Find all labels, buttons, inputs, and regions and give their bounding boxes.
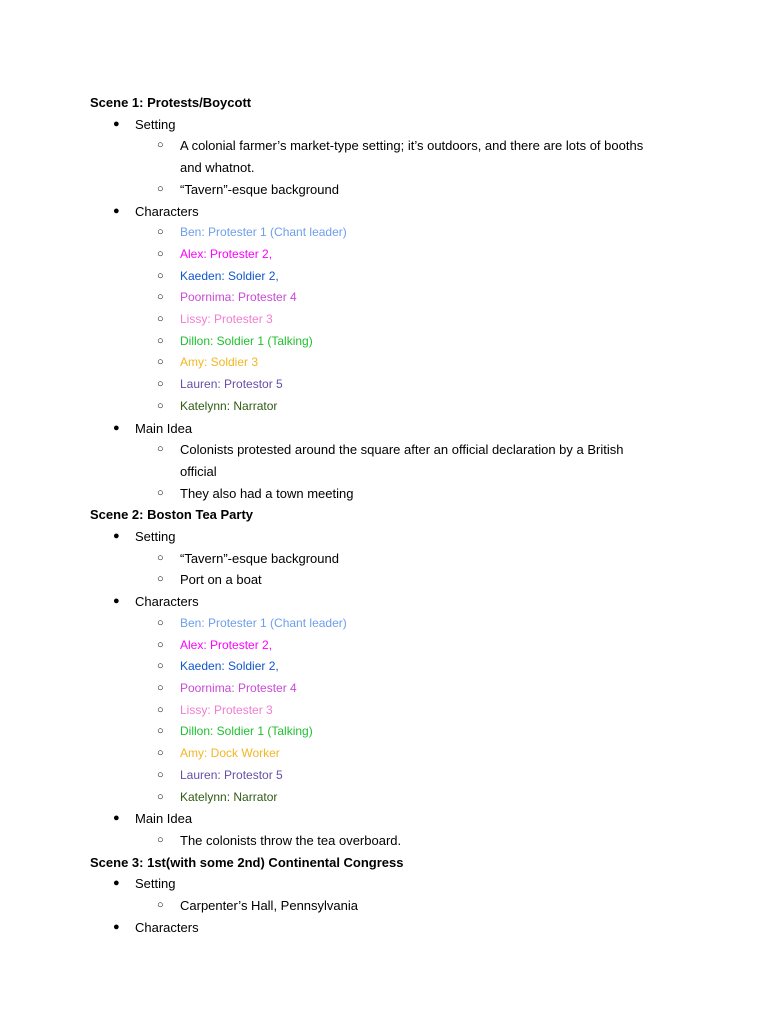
- hollow-bullet-icon: ○: [157, 443, 164, 456]
- setting-item: [90, 548, 690, 570]
- sub-item-text: Poornima: Protester 4: [180, 290, 297, 305]
- character-item: [90, 331, 690, 353]
- sub-item-text: Dillon: Soldier 1 (Talking): [180, 333, 313, 348]
- sub-item-text: Port on a boat: [180, 572, 262, 588]
- hollow-bullet-icon: ○: [157, 703, 164, 716]
- section-item: [90, 917, 690, 939]
- hollow-bullet-icon: ○: [157, 638, 164, 651]
- hollow-bullet-icon: ○: [157, 616, 164, 629]
- sub-item-text: Poornima: Protester 4: [180, 680, 297, 695]
- hollow-bullet-icon: ○: [157, 899, 164, 912]
- sub-item-text: Ben: Protester 1 (Chant leader): [180, 225, 347, 240]
- character-item: [90, 765, 690, 787]
- sub-item-text: Katelynn: Narrator: [180, 398, 278, 413]
- scene-heading: Scene 1: Protests/Boycott: [90, 95, 252, 110]
- hollow-bullet-icon: ○: [157, 226, 164, 239]
- sub-item-text: Lauren: Protestor 5: [180, 377, 283, 392]
- section-label: Main Idea: [135, 420, 193, 436]
- hollow-bullet-icon: ○: [157, 269, 164, 282]
- setting-item: [90, 179, 690, 201]
- hollow-bullet-icon: ○: [157, 768, 164, 781]
- section-label: Setting: [135, 116, 176, 132]
- character-item: [90, 266, 690, 288]
- section-item: [90, 418, 690, 440]
- setting-item: [90, 135, 690, 178]
- hollow-bullet-icon: ○: [157, 486, 164, 499]
- sub-item-text: They also had a town meeting: [180, 485, 354, 501]
- section-item: [90, 201, 690, 223]
- sub-item-text: Kaeden: Soldier 2,: [180, 268, 279, 283]
- character-item: [90, 613, 690, 635]
- hollow-bullet-icon: ○: [157, 378, 164, 391]
- section-label: Main Idea: [135, 811, 193, 827]
- setting-item: [90, 569, 690, 591]
- character-item: [90, 374, 690, 396]
- hollow-bullet-icon: ○: [157, 399, 164, 412]
- hollow-bullet-icon: ○: [157, 551, 164, 564]
- hollow-bullet-icon: ○: [157, 247, 164, 260]
- filled-bullet-icon: ●: [113, 812, 120, 825]
- section-label: Setting: [135, 529, 176, 545]
- filled-bullet-icon: ●: [113, 117, 120, 130]
- filled-bullet-icon: ●: [113, 595, 120, 608]
- character-item: [90, 721, 690, 743]
- sub-item-text: Ben: Protester 1 (Chant leader): [180, 615, 347, 630]
- filled-bullet-icon: ●: [113, 877, 120, 890]
- section-label: Characters: [135, 203, 199, 219]
- setting-item: [90, 895, 690, 917]
- section-label: Characters: [135, 919, 199, 935]
- hollow-bullet-icon: ○: [157, 356, 164, 369]
- sub-item-text: Lissy: Protester 3: [180, 312, 273, 327]
- hollow-bullet-icon: ○: [157, 573, 164, 586]
- hollow-bullet-icon: ○: [157, 139, 164, 152]
- hollow-bullet-icon: ○: [157, 681, 164, 694]
- sub-item-text: The colonists throw the tea overboard.: [180, 832, 402, 848]
- section-item: [90, 591, 690, 613]
- character-item: [90, 396, 690, 418]
- filled-bullet-icon: ●: [113, 421, 120, 434]
- sub-item-text: Amy: Dock Worker: [180, 746, 280, 761]
- sub-item-text: Amy: Soldier 3: [180, 355, 259, 370]
- character-item: [90, 635, 690, 657]
- hollow-bullet-icon: ○: [157, 334, 164, 347]
- sub-item-text: “Tavern”-esque background: [180, 181, 339, 197]
- sub-item-text: Dillon: Soldier 1 (Talking): [180, 724, 313, 739]
- sub-item-text: Lauren: Protestor 5: [180, 767, 283, 782]
- hollow-bullet-icon: ○: [157, 725, 164, 738]
- section-label: Characters: [135, 594, 199, 610]
- sub-item-text: “Tavern”-esque background: [180, 550, 339, 566]
- character-item: [90, 244, 690, 266]
- hollow-bullet-icon: ○: [157, 182, 164, 195]
- hollow-bullet-icon: ○: [157, 833, 164, 846]
- section-item: [90, 526, 690, 548]
- sub-item-text: A colonial farmer’s market-type setting; it’s outdoors, and there are lots of booths and whatnot.: [180, 138, 644, 176]
- main-idea-item: [90, 830, 690, 852]
- hollow-bullet-icon: ○: [157, 747, 164, 760]
- sub-item-text: Alex: Protester 2,: [180, 246, 273, 261]
- document-body: [90, 92, 690, 938]
- sub-item-text: Kaeden: Soldier 2,: [180, 659, 279, 674]
- section-item: [90, 873, 690, 895]
- section-item: [90, 808, 690, 830]
- sub-item-text: Lissy: Protester 3: [180, 702, 273, 717]
- filled-bullet-icon: ●: [113, 920, 120, 933]
- section-item: [90, 114, 690, 136]
- character-item: [90, 352, 690, 374]
- filled-bullet-icon: ●: [113, 530, 120, 543]
- character-item: [90, 656, 690, 678]
- sub-item-text: Alex: Protester 2,: [180, 637, 273, 652]
- character-item: [90, 678, 690, 700]
- character-item: [90, 222, 690, 244]
- main-idea-item: [90, 483, 690, 505]
- sub-item-text: Colonists protested around the square after an official declaration by a British official: [180, 442, 624, 479]
- scene-heading: Scene 3: 1st(with some 2nd) Continental Congress: [90, 854, 404, 870]
- character-item: [90, 700, 690, 722]
- sub-item-text: Carpenter’s Hall, Pennsylvania: [180, 898, 359, 914]
- scene-heading: Scene 2: Boston Tea Party: [90, 507, 254, 523]
- hollow-bullet-icon: ○: [157, 313, 164, 326]
- hollow-bullet-icon: ○: [157, 291, 164, 304]
- section-label: Setting: [135, 876, 176, 892]
- character-item: [90, 743, 690, 765]
- filled-bullet-icon: ●: [113, 204, 120, 217]
- character-item: [90, 287, 690, 309]
- character-item: [90, 309, 690, 331]
- hollow-bullet-icon: ○: [157, 660, 164, 673]
- hollow-bullet-icon: ○: [157, 790, 164, 803]
- main-idea-item: [90, 439, 690, 482]
- sub-item-text: Katelynn: Narrator: [180, 789, 278, 804]
- character-item: [90, 787, 690, 809]
